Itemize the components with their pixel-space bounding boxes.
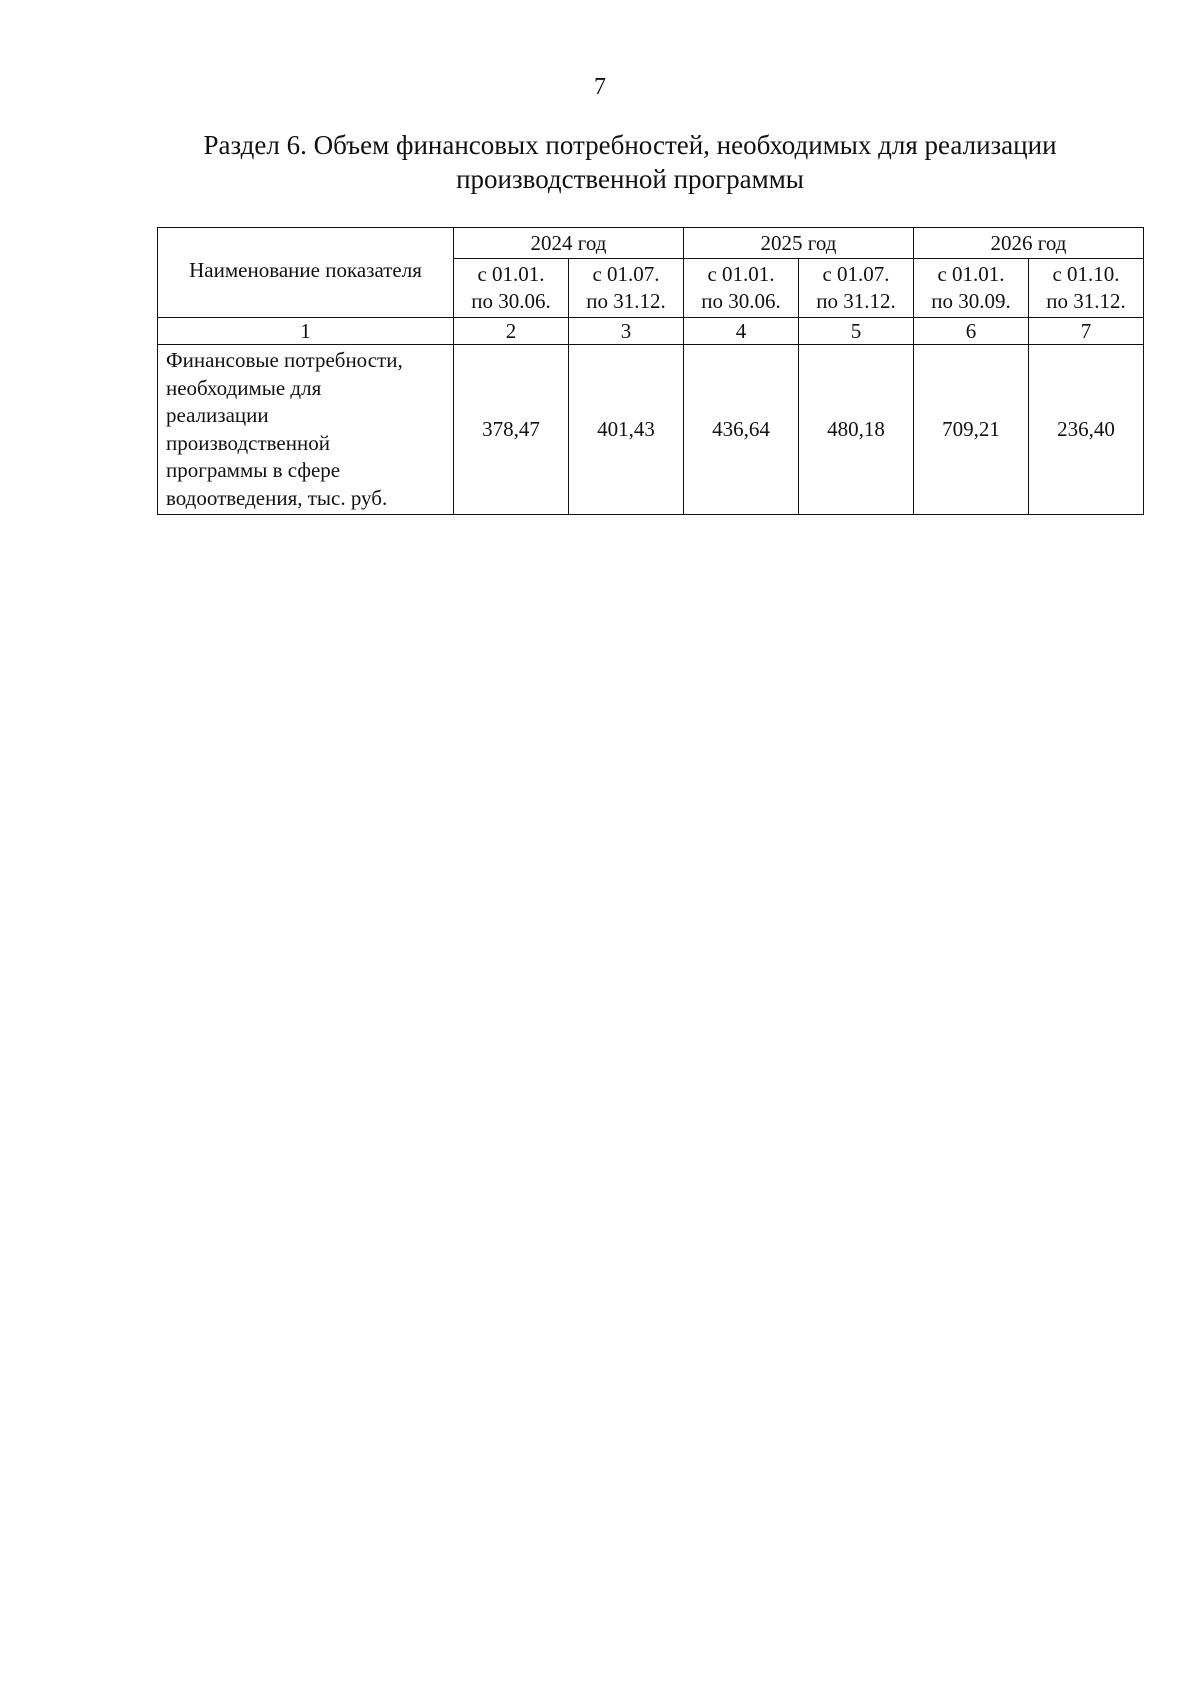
- header-year-2026: 2026 год: [914, 228, 1144, 259]
- section-title-line-1: Раздел 6. Объем финансовых потребностей, необходимых для реализации: [203, 130, 1057, 160]
- page-number: 7: [594, 74, 606, 100]
- period-from: с 01.01.: [937, 262, 1005, 286]
- column-number: 6: [914, 318, 1029, 345]
- column-number: 2: [454, 318, 569, 345]
- value-cell: 236,40: [1029, 345, 1144, 515]
- table-column-number-row: [158, 318, 1144, 345]
- value-cell: 480,18: [799, 345, 914, 515]
- column-number: 5: [799, 318, 914, 345]
- table-row: [158, 345, 1144, 515]
- header-year-2025: 2025 год: [684, 228, 914, 259]
- header-period: [914, 259, 1029, 318]
- period-to: по 31.12.: [1046, 289, 1126, 313]
- period-to: по 30.06.: [701, 289, 781, 313]
- period-from: с 01.10.: [1052, 262, 1120, 286]
- row-label-line: необходимые для: [166, 375, 322, 400]
- header-period: [569, 259, 684, 318]
- row-indicator-label: [158, 345, 454, 515]
- section-title-line-2: производственной программы: [456, 164, 804, 194]
- row-label-line: реализации: [166, 403, 269, 427]
- header-period: [1029, 259, 1144, 318]
- column-number: 3: [569, 318, 684, 345]
- table-header-row-years: [158, 228, 1144, 259]
- period-from: с 01.07.: [592, 262, 660, 286]
- row-label-line: производственной: [166, 430, 330, 455]
- header-indicator-name: Наименование показателя: [158, 228, 454, 318]
- value-cell: 436,64: [684, 345, 799, 515]
- period-to: по 30.06.: [471, 289, 551, 313]
- period-to: по 30.09.: [931, 289, 1011, 313]
- row-label-line: водоотведения, тыс. руб.: [166, 485, 388, 510]
- header-period: [799, 259, 914, 318]
- value-cell: 401,43: [569, 345, 684, 515]
- financial-needs-table: [157, 227, 1144, 515]
- value-cell: 378,47: [454, 345, 569, 515]
- row-label-line: Финансовые потребности,: [166, 348, 403, 372]
- row-label-line: программы в сфере: [166, 458, 341, 482]
- column-number: 7: [1029, 318, 1144, 345]
- period-from: с 01.01.: [707, 262, 775, 286]
- header-year-2024: 2024 год: [454, 228, 684, 259]
- period-from: с 01.01.: [477, 262, 545, 286]
- column-number: 4: [684, 318, 799, 345]
- period-to: по 31.12.: [816, 289, 896, 313]
- period-from: с 01.07.: [822, 262, 890, 286]
- section-title: [150, 128, 1110, 196]
- period-to: по 31.12.: [586, 289, 666, 313]
- column-number: 1: [158, 318, 454, 345]
- value-cell: 709,21: [914, 345, 1029, 515]
- header-period: [454, 259, 569, 318]
- header-period: [684, 259, 799, 318]
